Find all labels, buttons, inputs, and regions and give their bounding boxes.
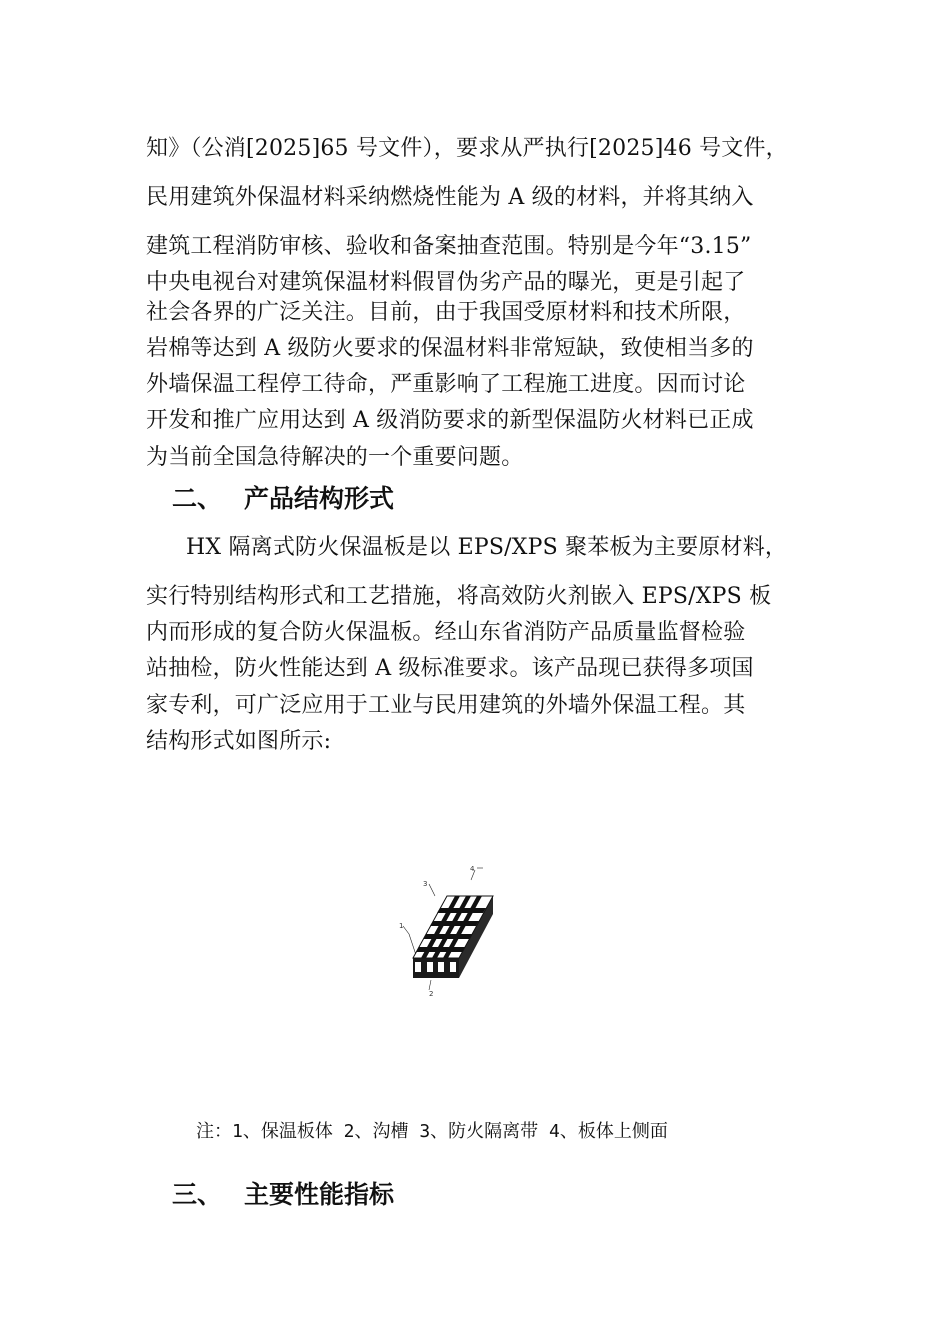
figure-note: 注：1、保温板体 2、沟槽 3、防火隔离带 4、板体上侧面 [196, 1121, 668, 1142]
figure-label-3: 3 [423, 880, 428, 888]
paragraph-line: 外墙保温工程停工待命，严重影响了工程施工进度。因而讨论 [146, 372, 746, 397]
paragraph-line: 开发和推广应用达到 A 级消防要求的新型保温防火材料已正成 [146, 408, 754, 433]
section-heading [172, 1179, 394, 1211]
paragraph-line: 社会各界的广泛关注。目前，由于我国受原材料和技术所限， [146, 300, 746, 325]
paragraph-line: 知》（公消[2025]65 号文件），要求从严执行[2025]46 号文件， [146, 136, 788, 161]
section-title: 产品结构形式 [244, 484, 395, 513]
figure-label-4: 4 [470, 865, 475, 873]
paragraph-line: 内而形成的复合防火保温板。经山东省消防产品质量监督检验 [146, 620, 746, 645]
paragraph-line: 中央电视台对建筑保温材料假冒伪劣产品的曝光，更是引起了 [146, 270, 746, 295]
section-number: 二、 [172, 484, 223, 513]
paragraph-line: 岩棉等达到 A 级防火要求的保温材料非常短缺，致使相当多的 [146, 336, 754, 361]
paragraph-line: HX 隔离式防火保温板是以 EPS/XPS 聚苯板为主要原材料， [186, 535, 788, 560]
figure-label-2: 2 [429, 990, 434, 998]
paragraph-line: 结构形式如图所示: [146, 729, 332, 754]
paragraph-line: 民用建筑外保温材料采纳燃烧性能为 A 级的材料，并将其纳入 [146, 185, 754, 210]
paragraph-line: 站抽检，防火性能达到 A 级标准要求。该产品现已获得多项国 [146, 656, 754, 681]
paragraph-line: 为当前全国急待解决的一个重要问题。 [146, 445, 524, 470]
board-structure-figure [395, 862, 505, 1002]
paragraph-line: 实行特别结构形式和工艺措施，将高效防火剂嵌入 EPS/XPS 板 [146, 584, 772, 609]
section-title: 主要性能指标 [244, 1180, 395, 1209]
section-number: 三、 [172, 1180, 223, 1209]
figure-label-1: 1 [399, 922, 404, 930]
section-heading [172, 483, 394, 515]
paragraph-line: 建筑工程消防审核、验收和备案抽查范围。特别是今年“3.15” [146, 234, 752, 259]
paragraph-line: 家专利，可广泛应用于工业与民用建筑的外墙外保温工程。其 [146, 693, 746, 718]
